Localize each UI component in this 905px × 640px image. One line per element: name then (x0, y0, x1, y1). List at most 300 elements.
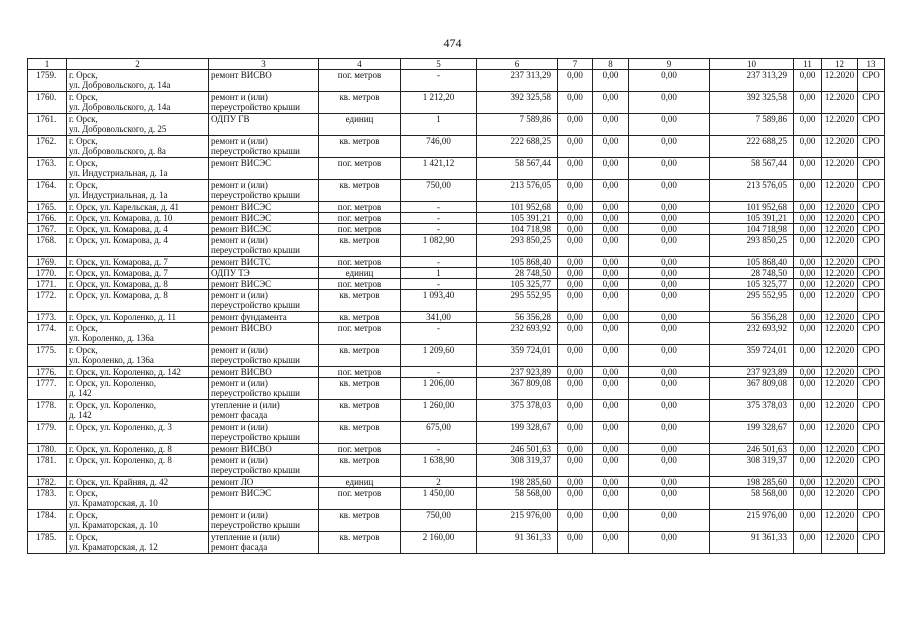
total-cell: 105 868,40 (710, 257, 794, 268)
unit-cell: кв. метров (319, 312, 401, 323)
col7-cell: 0,00 (558, 70, 593, 92)
source-cell: СРО (858, 136, 885, 158)
date-cell: 12.2020 (822, 268, 858, 279)
col7-cell: 0,00 (558, 202, 593, 213)
col9-cell: 0,00 (629, 202, 710, 213)
address-line: г. Орск, (69, 532, 98, 542)
table-row (28, 532, 885, 554)
cost-cell: 105 391,21 (477, 213, 558, 224)
work-type-line: утепление и (или) (211, 532, 280, 542)
quantity-cell: 1 (401, 114, 477, 136)
address-cell (67, 477, 209, 488)
row-number-cell: 1766. (28, 213, 67, 224)
work-type-cell (209, 114, 319, 136)
address-cell (67, 180, 209, 202)
col9-cell: 0,00 (629, 422, 710, 444)
row-number-cell: 1779. (28, 422, 67, 444)
work-type-line: ремонт и (или) (211, 455, 268, 465)
work-type-cell (209, 378, 319, 400)
row-number-cell: 1764. (28, 180, 67, 202)
col8-cell: 0,00 (593, 70, 629, 92)
work-type-line: ремонт ВИСЭС (211, 224, 272, 234)
col7-cell: 0,00 (558, 92, 593, 114)
source-cell: СРО (858, 279, 885, 290)
address-line: г. Орск, (69, 345, 98, 355)
column-header-3: 3 (209, 59, 319, 70)
row-number-cell: 1785. (28, 532, 67, 554)
quantity-cell: - (401, 257, 477, 268)
quantity-cell: 750,00 (401, 510, 477, 532)
work-type-cell (209, 257, 319, 268)
row-number-cell: 1768. (28, 235, 67, 257)
date-cell: 12.2020 (822, 136, 858, 158)
row-number-cell: 1784. (28, 510, 67, 532)
address-line: г. Орск, ул. Комарова, д. 4 (69, 235, 168, 245)
address-line: ул. Индустриальная, д. 1а (69, 190, 168, 200)
address-cell (67, 488, 209, 510)
quantity-cell: 750,00 (401, 180, 477, 202)
quantity-cell: - (401, 224, 477, 235)
date-cell: 12.2020 (822, 158, 858, 180)
address-line: ул. Краматорская, д. 10 (69, 498, 158, 508)
address-line: ул. Короленко, д. 136а (69, 333, 154, 343)
address-line: ул. Добровольского, д. 14а (69, 102, 171, 112)
column-header-1: 1 (28, 59, 67, 70)
column-header-11: 11 (794, 59, 822, 70)
col11-cell: 0,00 (794, 444, 822, 455)
cost-cell: 222 688,25 (477, 136, 558, 158)
col11-cell: 0,00 (794, 70, 822, 92)
address-line: г. Орск, ул. Короленко, д. 8 (69, 444, 172, 454)
date-cell: 12.2020 (822, 213, 858, 224)
work-type-cell (209, 422, 319, 444)
address-line: г. Орск, ул. Короленко, (69, 378, 157, 388)
total-cell: 91 361,33 (710, 532, 794, 554)
col8-cell: 0,00 (593, 477, 629, 488)
date-cell: 12.2020 (822, 114, 858, 136)
total-cell: 105 391,21 (710, 213, 794, 224)
work-type-line: ремонт и (или) (211, 235, 268, 245)
table-row (28, 378, 885, 400)
table-row (28, 367, 885, 378)
work-type-line: ремонт ВИСВО (211, 444, 272, 454)
row-number-cell: 1773. (28, 312, 67, 323)
address-line: г. Орск, ул. Короленко, д. 3 (69, 422, 172, 432)
row-number-cell: 1783. (28, 488, 67, 510)
unit-cell: кв. метров (319, 345, 401, 367)
work-type-cell (209, 532, 319, 554)
total-cell: 308 319,37 (710, 455, 794, 477)
work-type-line: ремонт фундамента (211, 312, 287, 322)
work-type-cell (209, 235, 319, 257)
quantity-cell: - (401, 367, 477, 378)
total-cell: 105 325,77 (710, 279, 794, 290)
col8-cell: 0,00 (593, 323, 629, 345)
address-cell (67, 158, 209, 180)
quantity-cell: 1 082,90 (401, 235, 477, 257)
cost-cell: 308 319,37 (477, 455, 558, 477)
total-cell: 7 589,86 (710, 114, 794, 136)
table-row (28, 444, 885, 455)
cost-cell: 237 923,89 (477, 367, 558, 378)
page-number: 474 (443, 36, 462, 50)
col7-cell: 0,00 (558, 345, 593, 367)
address-line: г. Орск, (69, 158, 98, 168)
quantity-cell: 2 (401, 477, 477, 488)
col7-cell: 0,00 (558, 367, 593, 378)
source-cell: СРО (858, 323, 885, 345)
col11-cell: 0,00 (794, 510, 822, 532)
work-type-line: ремонт фасада (211, 542, 268, 552)
date-cell: 12.2020 (822, 510, 858, 532)
column-header-8: 8 (593, 59, 629, 70)
table-row (28, 180, 885, 202)
total-cell: 293 850,25 (710, 235, 794, 257)
table-row (28, 422, 885, 444)
work-type-cell (209, 136, 319, 158)
date-cell: 12.2020 (822, 455, 858, 477)
source-cell: СРО (858, 290, 885, 312)
table-row (28, 510, 885, 532)
work-type-line: переустройство крыши (211, 245, 300, 255)
source-cell: СРО (858, 378, 885, 400)
cost-cell: 28 748,50 (477, 268, 558, 279)
total-cell: 375 378,03 (710, 400, 794, 422)
total-cell: 199 328,67 (710, 422, 794, 444)
work-type-line: переустройство крыши (211, 465, 300, 475)
work-type-line: ремонт ВИСЭС (211, 158, 272, 168)
col8-cell: 0,00 (593, 345, 629, 367)
address-line: ул. Добровольского, д. 14а (69, 80, 171, 90)
address-cell (67, 279, 209, 290)
table-row (28, 488, 885, 510)
work-type-cell (209, 312, 319, 323)
cost-cell: 213 576,05 (477, 180, 558, 202)
total-cell: 246 501,63 (710, 444, 794, 455)
total-cell: 56 356,28 (710, 312, 794, 323)
work-type-line: переустройство крыши (211, 146, 300, 156)
total-cell: 237 313,29 (710, 70, 794, 92)
col9-cell: 0,00 (629, 224, 710, 235)
work-type-line: ОДПУ ТЭ (211, 268, 250, 278)
col11-cell: 0,00 (794, 114, 822, 136)
cost-cell: 375 378,03 (477, 400, 558, 422)
work-type-line: ремонт ВИСТС (211, 257, 271, 267)
unit-cell: кв. метров (319, 290, 401, 312)
total-cell: 215 976,00 (710, 510, 794, 532)
total-cell: 237 923,89 (710, 367, 794, 378)
unit-cell: кв. метров (319, 455, 401, 477)
cost-cell: 91 361,33 (477, 532, 558, 554)
row-number-cell: 1770. (28, 268, 67, 279)
cost-cell: 198 285,60 (477, 477, 558, 488)
total-cell: 295 552,95 (710, 290, 794, 312)
quantity-cell: 1 260,00 (401, 400, 477, 422)
row-number-cell: 1762. (28, 136, 67, 158)
table-row (28, 345, 885, 367)
col11-cell: 0,00 (794, 323, 822, 345)
work-type-cell (209, 400, 319, 422)
col8-cell: 0,00 (593, 235, 629, 257)
unit-cell: кв. метров (319, 92, 401, 114)
work-type-line: ремонт и (или) (211, 510, 268, 520)
col7-cell: 0,00 (558, 213, 593, 224)
total-cell: 232 693,92 (710, 323, 794, 345)
col8-cell: 0,00 (593, 488, 629, 510)
source-cell: СРО (858, 235, 885, 257)
col9-cell: 0,00 (629, 510, 710, 532)
row-number-cell: 1763. (28, 158, 67, 180)
total-cell: 367 809,08 (710, 378, 794, 400)
col8-cell: 0,00 (593, 136, 629, 158)
date-cell: 12.2020 (822, 279, 858, 290)
cost-cell: 215 976,00 (477, 510, 558, 532)
work-type-cell (209, 323, 319, 345)
total-cell: 58 567,44 (710, 158, 794, 180)
source-cell: СРО (858, 345, 885, 367)
quantity-cell: - (401, 70, 477, 92)
unit-cell: кв. метров (319, 532, 401, 554)
header-row (28, 59, 885, 70)
unit-cell: кв. метров (319, 378, 401, 400)
address-line: г. Орск, (69, 488, 98, 498)
unit-cell: единиц (319, 477, 401, 488)
source-cell: СРО (858, 158, 885, 180)
col7-cell: 0,00 (558, 510, 593, 532)
date-cell: 12.2020 (822, 444, 858, 455)
cost-cell: 105 868,40 (477, 257, 558, 268)
cost-cell: 58 567,44 (477, 158, 558, 180)
quantity-cell: - (401, 323, 477, 345)
table-row (28, 224, 885, 235)
col8-cell: 0,00 (593, 257, 629, 268)
source-cell: СРО (858, 488, 885, 510)
work-type-cell (209, 202, 319, 213)
col9-cell: 0,00 (629, 312, 710, 323)
table-row (28, 279, 885, 290)
col9-cell: 0,00 (629, 532, 710, 554)
work-type-cell (209, 70, 319, 92)
date-cell: 12.2020 (822, 92, 858, 114)
table-row (28, 202, 885, 213)
address-cell (67, 290, 209, 312)
source-cell: СРО (858, 532, 885, 554)
col11-cell: 0,00 (794, 532, 822, 554)
date-cell: 12.2020 (822, 488, 858, 510)
work-type-cell (209, 488, 319, 510)
work-type-cell (209, 224, 319, 235)
address-line: г. Орск, (69, 114, 98, 124)
cost-cell: 232 693,92 (477, 323, 558, 345)
unit-cell: кв. метров (319, 400, 401, 422)
row-number-cell: 1777. (28, 378, 67, 400)
work-type-line: переустройство крыши (211, 432, 300, 442)
table-row (28, 268, 885, 279)
col8-cell: 0,00 (593, 444, 629, 455)
work-type-line: переустройство крыши (211, 190, 300, 200)
work-type-cell (209, 92, 319, 114)
address-line: ул. Краматорская, д. 12 (69, 542, 158, 552)
quantity-cell: 1 450,00 (401, 488, 477, 510)
col7-cell: 0,00 (558, 290, 593, 312)
col11-cell: 0,00 (794, 345, 822, 367)
quantity-cell: 675,00 (401, 422, 477, 444)
unit-cell: кв. метров (319, 235, 401, 257)
col7-cell: 0,00 (558, 268, 593, 279)
total-cell: 222 688,25 (710, 136, 794, 158)
source-cell: СРО (858, 70, 885, 92)
quantity-cell: 1 638,90 (401, 455, 477, 477)
source-cell: СРО (858, 477, 885, 488)
col9-cell: 0,00 (629, 114, 710, 136)
unit-cell: кв. метров (319, 422, 401, 444)
col8-cell: 0,00 (593, 367, 629, 378)
cost-cell: 359 724,01 (477, 345, 558, 367)
col8-cell: 0,00 (593, 213, 629, 224)
address-line: г. Орск, ул. Комарова, д. 8 (69, 279, 168, 289)
col7-cell: 0,00 (558, 444, 593, 455)
table-row (28, 312, 885, 323)
address-line: г. Орск, ул. Комарова, д. 7 (69, 268, 168, 278)
quantity-cell: 1 421,12 (401, 158, 477, 180)
quantity-cell: - (401, 444, 477, 455)
source-cell: СРО (858, 180, 885, 202)
col8-cell: 0,00 (593, 114, 629, 136)
address-cell (67, 257, 209, 268)
unit-cell: единиц (319, 268, 401, 279)
address-cell (67, 345, 209, 367)
col11-cell: 0,00 (794, 158, 822, 180)
quantity-cell: - (401, 213, 477, 224)
quantity-cell: 1 206,00 (401, 378, 477, 400)
work-type-line: утепление и (или) (211, 400, 280, 410)
col7-cell: 0,00 (558, 312, 593, 323)
work-type-cell (209, 290, 319, 312)
quantity-cell: - (401, 202, 477, 213)
column-header-13: 13 (858, 59, 885, 70)
col11-cell: 0,00 (794, 488, 822, 510)
work-type-cell (209, 180, 319, 202)
address-line: ул. Короленко, д. 136а (69, 355, 154, 365)
work-type-cell (209, 345, 319, 367)
source-cell: СРО (858, 367, 885, 378)
table-row (28, 136, 885, 158)
col8-cell: 0,00 (593, 202, 629, 213)
date-cell: 12.2020 (822, 70, 858, 92)
table-row (28, 455, 885, 477)
total-cell: 104 718,98 (710, 224, 794, 235)
col7-cell: 0,00 (558, 235, 593, 257)
unit-cell: пог. метров (319, 213, 401, 224)
column-header-6: 6 (477, 59, 558, 70)
address-line: г. Орск, (69, 323, 98, 333)
unit-cell: пог. метров (319, 257, 401, 268)
col8-cell: 0,00 (593, 455, 629, 477)
row-number-cell: 1769. (28, 257, 67, 268)
col8-cell: 0,00 (593, 532, 629, 554)
col7-cell: 0,00 (558, 257, 593, 268)
col8-cell: 0,00 (593, 290, 629, 312)
cost-cell: 392 325,58 (477, 92, 558, 114)
address-line: г. Орск, ул. Комарова, д. 10 (69, 213, 173, 223)
col9-cell: 0,00 (629, 290, 710, 312)
address-cell (67, 268, 209, 279)
row-number-cell: 1774. (28, 323, 67, 345)
source-cell: СРО (858, 455, 885, 477)
unit-cell: кв. метров (319, 510, 401, 532)
quantity-cell: 1 209,60 (401, 345, 477, 367)
col11-cell: 0,00 (794, 92, 822, 114)
unit-cell: пог. метров (319, 323, 401, 345)
address-cell (67, 92, 209, 114)
address-cell (67, 136, 209, 158)
repair-schedule-table (27, 58, 885, 554)
quantity-cell: 1 212,20 (401, 92, 477, 114)
date-cell: 12.2020 (822, 224, 858, 235)
unit-cell: кв. метров (319, 180, 401, 202)
col11-cell: 0,00 (794, 290, 822, 312)
row-number-cell: 1767. (28, 224, 67, 235)
cost-cell: 56 356,28 (477, 312, 558, 323)
table-row (28, 290, 885, 312)
row-number-cell: 1778. (28, 400, 67, 422)
cost-cell: 295 552,95 (477, 290, 558, 312)
work-type-cell (209, 367, 319, 378)
quantity-cell: 2 160,00 (401, 532, 477, 554)
work-type-cell (209, 158, 319, 180)
col9-cell: 0,00 (629, 378, 710, 400)
col11-cell: 0,00 (794, 477, 822, 488)
address-cell (67, 422, 209, 444)
date-cell: 12.2020 (822, 290, 858, 312)
col8-cell: 0,00 (593, 279, 629, 290)
col8-cell: 0,00 (593, 400, 629, 422)
source-cell: СРО (858, 422, 885, 444)
col7-cell: 0,00 (558, 158, 593, 180)
row-number-cell: 1765. (28, 202, 67, 213)
table-row (28, 477, 885, 488)
column-header-5: 5 (401, 59, 477, 70)
work-type-line: ремонт ВИСЭС (211, 202, 272, 212)
total-cell: 101 952,68 (710, 202, 794, 213)
address-line: г. Орск, (69, 510, 98, 520)
work-type-cell (209, 477, 319, 488)
source-cell: СРО (858, 92, 885, 114)
total-cell: 359 724,01 (710, 345, 794, 367)
work-type-line: переустройство крыши (211, 355, 300, 365)
col7-cell: 0,00 (558, 224, 593, 235)
col7-cell: 0,00 (558, 455, 593, 477)
address-line: г. Орск, ул. Комарова, д. 8 (69, 290, 168, 300)
total-cell: 58 568,00 (710, 488, 794, 510)
address-line: ул. Добровольского, д. 8а (69, 146, 166, 156)
col7-cell: 0,00 (558, 477, 593, 488)
total-cell: 28 748,50 (710, 268, 794, 279)
unit-cell: единиц (319, 114, 401, 136)
col11-cell: 0,00 (794, 202, 822, 213)
work-type-line: ремонт ВИСВО (211, 70, 272, 80)
address-cell (67, 455, 209, 477)
source-cell: СРО (858, 400, 885, 422)
cost-cell: 237 313,29 (477, 70, 558, 92)
date-cell: 12.2020 (822, 323, 858, 345)
date-cell: 12.2020 (822, 235, 858, 257)
work-type-line: ремонт и (или) (211, 136, 268, 146)
col8-cell: 0,00 (593, 158, 629, 180)
address-cell (67, 224, 209, 235)
address-line: д. 142 (69, 410, 92, 420)
address-cell (67, 312, 209, 323)
